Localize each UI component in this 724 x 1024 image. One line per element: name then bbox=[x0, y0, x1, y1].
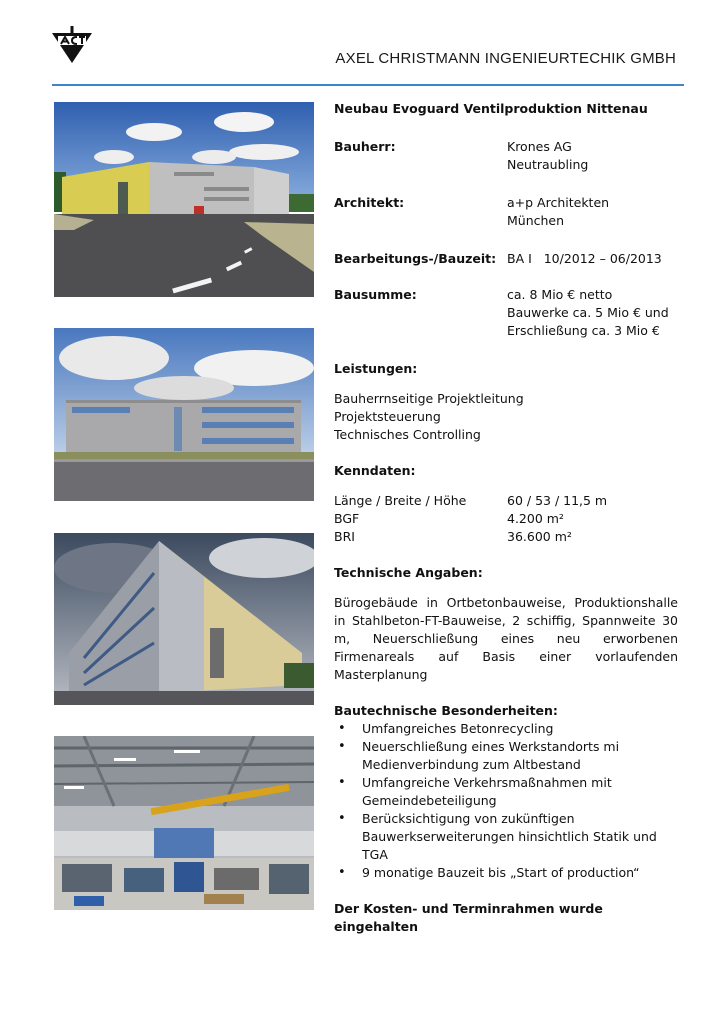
list-item: Projektsteuerung bbox=[334, 409, 441, 424]
list-item: Technisches Controlling bbox=[334, 427, 481, 442]
list-item bbox=[334, 774, 678, 810]
bauherr-line: Krones AG bbox=[507, 139, 572, 154]
list-item-line: • 9 monatige Bauzeit bis „Start of production“ bbox=[362, 865, 640, 880]
kenndaten-value: 4.200 m² bbox=[507, 511, 564, 526]
architekt-value bbox=[507, 194, 678, 230]
project-title: Neubau Evoguard Ventilproduktion Nittenau bbox=[334, 101, 648, 116]
list-item-line: • Berücksichtigung von zukünftigen bbox=[362, 811, 575, 826]
photo-building-corner bbox=[54, 533, 314, 705]
act-logo-icon bbox=[52, 26, 92, 64]
list-item: Bauherrnseitige Projektleitung bbox=[334, 391, 524, 406]
bausumme-value bbox=[507, 286, 678, 340]
bauzeit-row bbox=[334, 250, 678, 268]
bauherr-line: Neutraubling bbox=[507, 157, 589, 172]
kenndaten-label: Länge / Breite / Höhe bbox=[334, 493, 467, 508]
leistungen-list bbox=[334, 390, 678, 444]
kenndaten-label: BGF bbox=[334, 511, 360, 526]
bausumme-line: Erschließung ca. 3 Mio € bbox=[507, 323, 660, 338]
company-name: AXEL CHRISTMANN INGENIEURTECHIK GMBH bbox=[335, 50, 676, 67]
besonderheiten-heading: Bautechnische Besonderheiten: bbox=[334, 703, 558, 718]
bauherr-row bbox=[334, 138, 678, 174]
photo-building-road bbox=[54, 102, 314, 297]
kenndaten-label: BRI bbox=[334, 529, 355, 544]
technische-heading: Technische Angaben: bbox=[334, 565, 483, 580]
list-item bbox=[334, 738, 678, 774]
header-divider bbox=[52, 84, 684, 86]
kenndaten-value: 36.600 m² bbox=[507, 529, 572, 544]
leistungen-heading: Leistungen: bbox=[334, 361, 418, 376]
list-item-line: Medienverbindung zum Altbestand bbox=[362, 757, 581, 772]
photo-production-hall bbox=[54, 736, 314, 910]
table-row bbox=[334, 492, 678, 510]
technische-text: Bürogebäude in Ortbetonbauweise, Produktionshalle in Stahlbeton-FT-Bauweise, 2 schiffig, Spannweite 30 m, Neuerschließung eines neu erworbenen Firmenareals auf Basis einer vorlaufenden Masterplanung bbox=[334, 595, 678, 682]
architekt-line: a+p Architekten bbox=[507, 195, 610, 210]
kenndaten-value: 60 / 53 / 11,5 m bbox=[507, 493, 608, 508]
company-logo bbox=[52, 26, 92, 64]
bauzeit-value: BA I 10/2012 – 06/2013 bbox=[507, 251, 662, 266]
bausumme-label: Bausumme: bbox=[334, 287, 417, 302]
besonderheiten-list bbox=[334, 720, 678, 882]
project-details bbox=[334, 100, 678, 936]
bausumme-row bbox=[334, 286, 678, 340]
footer-statement: Der Kosten- und Terminrahmen wurde eingehalten bbox=[334, 901, 603, 934]
kenndaten-table bbox=[334, 492, 678, 546]
bausumme-line: ca. 8 Mio € netto bbox=[507, 287, 613, 302]
architekt-line: München bbox=[507, 213, 565, 228]
photo-facade-front bbox=[54, 328, 314, 501]
list-item-line: • Umfangreiche Verkehrsmaßnahmen mit bbox=[362, 775, 612, 790]
list-item-line: • Umfangreiches Betonrecycling bbox=[362, 721, 554, 736]
bauherr-label: Bauherr: bbox=[334, 139, 396, 154]
list-item-line: Bauwerkserweiterungen hinsichtlich Statik und TGA bbox=[362, 829, 657, 862]
list-item bbox=[334, 864, 678, 882]
bausumme-line: Bauwerke ca. 5 Mio € und bbox=[507, 305, 669, 320]
architekt-label: Architekt: bbox=[334, 195, 405, 210]
kenndaten-heading: Kenndaten: bbox=[334, 463, 416, 478]
table-row bbox=[334, 528, 678, 546]
list-item-line: Gemeindebeteiligung bbox=[362, 793, 497, 808]
bauzeit-label: Bearbeitungs-/Bauzeit: bbox=[334, 251, 497, 266]
table-row bbox=[334, 510, 678, 528]
architekt-row bbox=[334, 194, 678, 230]
list-item bbox=[334, 810, 678, 864]
list-item-line: • Neuerschließung eines Werkstandorts mi bbox=[362, 739, 620, 754]
list-item bbox=[334, 720, 678, 738]
bauherr-value bbox=[507, 138, 678, 174]
